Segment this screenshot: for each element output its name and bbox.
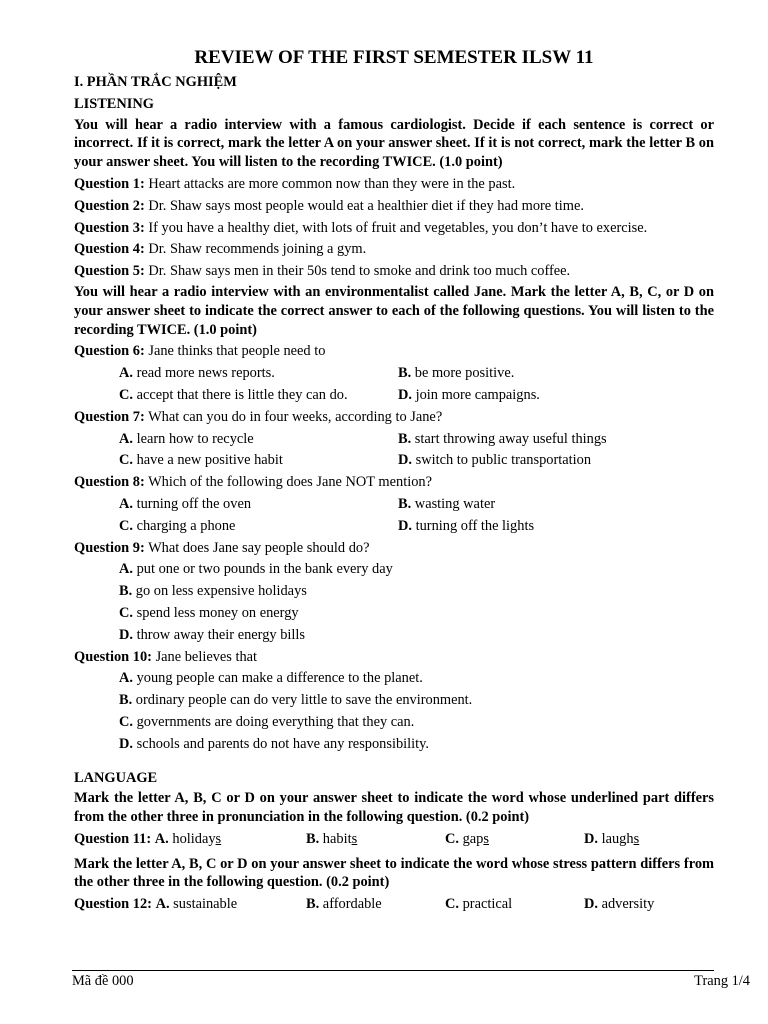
option-d: D. join more campaigns. bbox=[398, 386, 540, 403]
footer-divider bbox=[72, 970, 714, 971]
page-number: Trang 1/4 bbox=[694, 973, 750, 989]
question-2: Question 2: Dr. Shaw says most people would eat a healthier diet if they had more time. bbox=[74, 197, 584, 214]
option-d: D. schools and parents do not have any responsibility. bbox=[119, 735, 430, 752]
option-d: D. turning off the lights bbox=[398, 517, 535, 534]
option-a: A. young people can make a difference to the planet. bbox=[119, 670, 423, 687]
option-d: D. throw away their energy bills bbox=[119, 626, 305, 643]
option-b: B. wasting water bbox=[398, 495, 496, 512]
question-6-options-ab bbox=[119, 363, 714, 385]
option-c: C. charging a phone bbox=[119, 517, 236, 534]
question-8: Question 8: Which of the following does Jane NOT mention? bbox=[74, 474, 432, 491]
language-instruction-2: Mark the letter A, B, C or D on your answer sheet to indicate the word whose stress pattern differs from the other three in the following question. (0.2 point) bbox=[74, 855, 714, 891]
option-c: C. spend less money on energy bbox=[119, 604, 299, 621]
question-5: Question 5: Dr. Shaw says men in their 50s tend to smoke and drink too much coffee. bbox=[74, 263, 571, 280]
page-title: REVIEW OF THE FIRST SEMESTER ILSW 11 bbox=[194, 47, 594, 68]
question-3: Question 3: If you have a healthy diet, with lots of fruit and vegetables, you don’t have to exercise. bbox=[74, 219, 648, 236]
language-instruction-1: Mark the letter A, B, C or D on your answer sheet to indicate the word whose underlined part differs from the other three in pronunciation in the following question. (0.2 point) bbox=[74, 790, 714, 826]
option-c: C. accept that there is little they can do. bbox=[119, 386, 348, 403]
question-6-options-cd bbox=[119, 385, 714, 407]
option-a: A. read more news reports. bbox=[119, 365, 275, 382]
question-11: Question 11: A. holidays B. habits C. gaps D. laughs bbox=[74, 830, 640, 847]
option-b: B. start throwing away useful things bbox=[398, 430, 607, 447]
option-b: B. go on less expensive holidays bbox=[119, 583, 307, 600]
question-12: Question 12: A. sustainable B. affordable C. practical D. adversity bbox=[74, 896, 655, 913]
question-10: Question 10: Jane believes that bbox=[74, 648, 258, 665]
part-heading: I. PHẦN TRẮC NGHIỆM bbox=[74, 74, 237, 90]
question-8-options-cd bbox=[119, 516, 714, 538]
option-b: B. ordinary people can do very little to save the environment. bbox=[119, 692, 473, 709]
listening-heading: LISTENING bbox=[74, 95, 154, 112]
question-7-options-cd bbox=[119, 450, 714, 472]
option-b: B. be more positive. bbox=[398, 365, 515, 382]
exam-page bbox=[74, 44, 714, 916]
question-1: Question 1: Heart attacks are more common now than they were in the past. bbox=[74, 175, 516, 192]
question-7-options-ab bbox=[119, 429, 714, 451]
option-a: A. put one or two pounds in the bank every day bbox=[119, 561, 393, 578]
question-8-options-ab bbox=[119, 494, 714, 516]
option-a: A. learn how to recycle bbox=[119, 430, 254, 447]
option-c: C. governments are doing everything that they can. bbox=[119, 713, 415, 730]
question-6: Question 6: Jane thinks that people need to bbox=[74, 343, 326, 360]
listening-instruction-1: You will hear a radio interview with a famous cardiologist. Decide if each sentence is correct or incorrect. If it is correct, mark the letter A on your answer sheet. If it is not correct, mark the letter B on your answer sheet. You will listen to the recording TWICE. (1.0 point) bbox=[74, 116, 714, 171]
option-d: D. switch to public transportation bbox=[398, 452, 592, 469]
option-c: C. have a new positive habit bbox=[119, 452, 283, 469]
language-heading: LANGUAGE bbox=[74, 769, 158, 786]
question-7: Question 7: What can you do in four weeks, according to Jane? bbox=[74, 408, 443, 425]
question-4: Question 4: Dr. Shaw recommends joining a gym. bbox=[74, 241, 367, 258]
option-a: A. turning off the oven bbox=[119, 495, 252, 512]
question-9: Question 9: What does Jane say people should do? bbox=[74, 539, 370, 556]
listening-instruction-2: You will hear a radio interview with an environmentalist called Jane. Mark the letter A, B, C, or D on your answer sheet to indicate the correct answer to each of the following questions. You will listen to the recording TWICE. (1.0 point) bbox=[74, 283, 714, 338]
exam-code: Mã đề 000 bbox=[72, 973, 134, 989]
